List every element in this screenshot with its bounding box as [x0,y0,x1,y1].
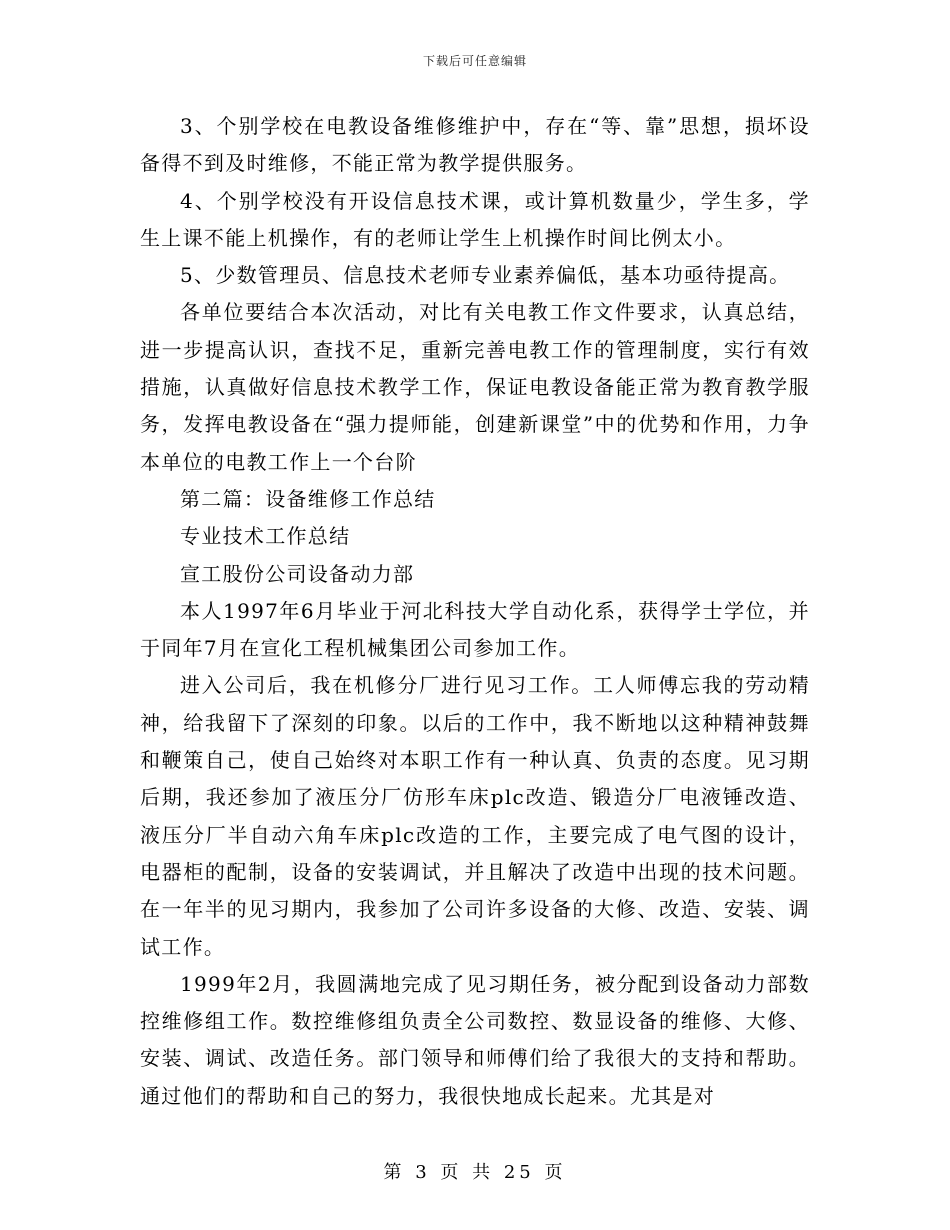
paragraph-issue-4: 4、个别学校没有开设信息技术课，或计算机数量少，学生多，学生上课不能上机操作，有的老师让学生上机操作时间比例太小。 [140,188,810,250]
paragraph-intro: 本人1997年6月毕业于河北科技大学自动化系，获得学士学位，并于同年7月在宣化工程机械集团公司参加工作。 [140,598,810,661]
document-subtitle: 专业技术工作总结 [180,524,351,549]
page-number: 第 3 页 共 25 页 [383,1162,567,1183]
paragraph-assignment: 1999年2月，我圆满地完成了见习期任务，被分配到设备动力部数控维修组工作。数控维修组负责全公司数控、数显设备的维修、大修、安装、调试、改造任务。部门领导和师傅们给了我很大的支持和帮助。通过他们的帮助和自己的努力，我很快地成长起来。尤其是对 [140,971,810,1108]
paragraph-internship: 进入公司后，我在机修分厂进行见习工作。工人师傅忘我的劳动精神，给我留下了深刻的印象。以后的工作中，我不断地以这种精神鼓舞和鞭策自己，使自己始终对本职工作有一种认真、负责的态度。见习期后期，我还参加了液压分厂仿形车床plc改造、锻造分厂电液锤改造、液压分厂半自动六角车床plc改造的工作，主要完成了电气图的设计，电器柜的配制，设备的安装调试，并且解决了改造中出现的技术问题。在一年半的见习期内，我参加了公司许多设备的大修、改造、安装、调试工作。 [140,673,810,959]
section-title: 第二篇：设备维修工作总结 [180,486,436,511]
paragraph-issue-3: 3、个别学校在电教设备维修维护中，存在“等、靠”思想，损坏设备得不到及时维修，不能正常为教学提供服务。 [140,114,810,176]
paragraph-requirements: 各单位要结合本次活动，对比有关电教工作文件要求，认真总结，进一步提高认识，查找不足，重新完善电教工作的管理制度，实行有效措施，认真做好信息技术教学工作，保证电教设备能正常为教育教学服务，发挥电教设备在“强力提师能，创建新课堂”中的优势和作用，力争本单位的电教工作上一个台阶 [140,300,810,474]
paragraph-issue-5: 5、少数管理员、信息技术老师专业素养偏低，基本功亟待提高。 [180,263,791,288]
document-body [140,108,810,1115]
department-name: 宣工股份公司设备动力部 [180,561,415,586]
page-header: 下载后可任意编辑 [422,54,527,68]
